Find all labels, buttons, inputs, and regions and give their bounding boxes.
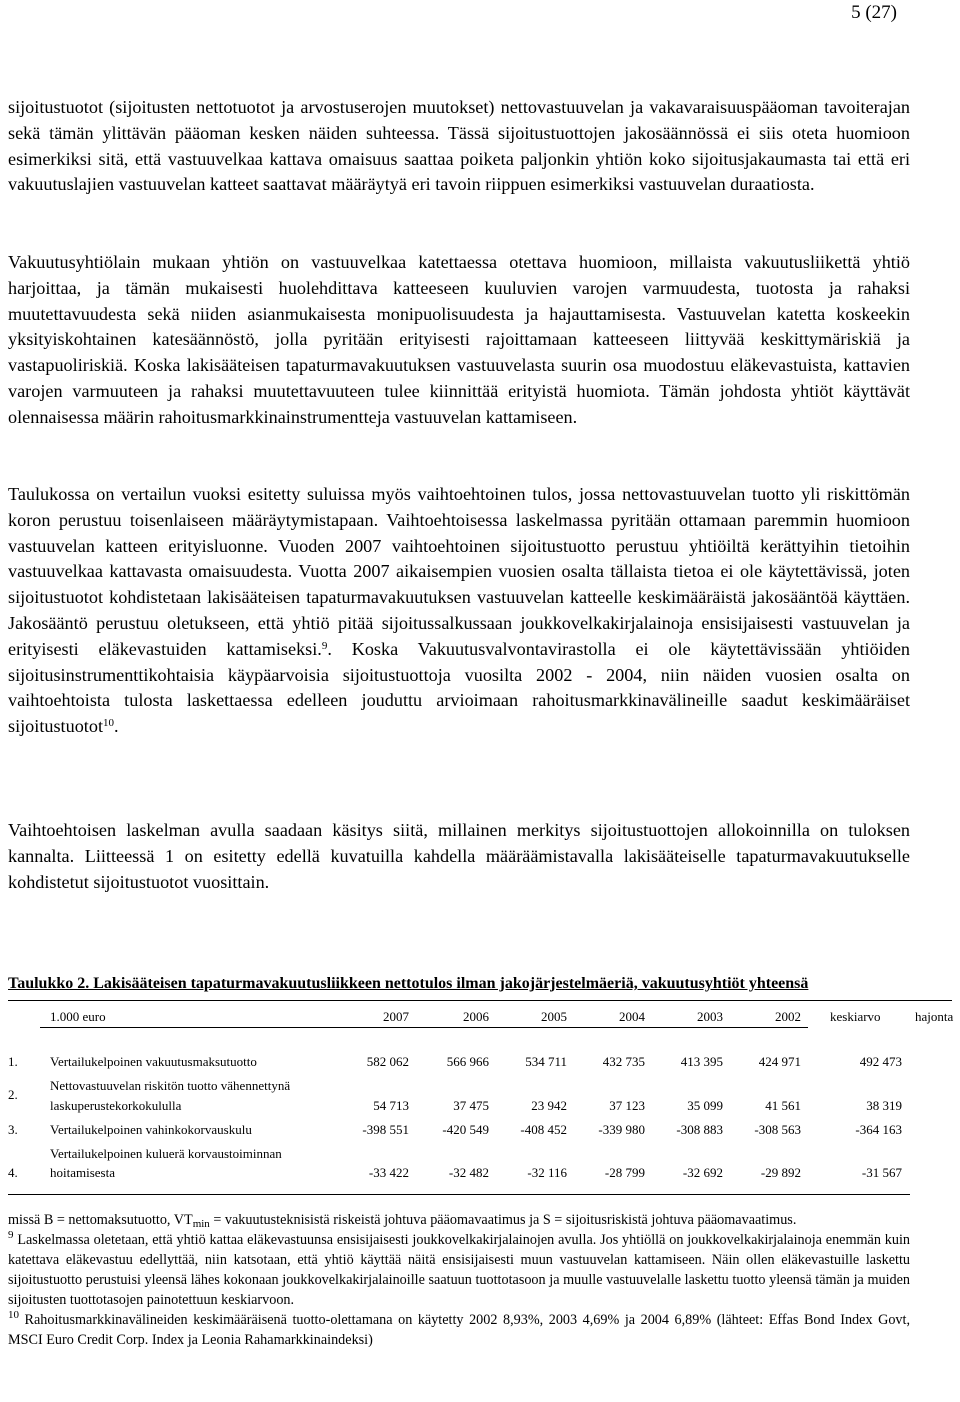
table-cell: -420 549 (442, 1122, 489, 1137)
footnote-text: Rahoitusmarkkinavälineiden keskimääräisenä tuotto-olettamana on käytetty 2002 8,93%, 2003 4,69% ja 2004 6,89% (lähteet: Effas Bond Index Govt, MSCI Euro Credit Corp. Index ja Leonia Rahamarkkinaindeksi) (8, 1312, 910, 1348)
page-number: 5 (27) (851, 2, 897, 23)
table-cell: -33 422 (368, 1165, 409, 1180)
table-cell: 54 713 (373, 1098, 409, 1113)
table-cell: 41 561 (765, 1098, 801, 1113)
table-cell: 413 395 (680, 1054, 723, 1069)
formula-note (8, 1210, 910, 1230)
header-year: 2004 (619, 1009, 645, 1024)
paragraph-investment-income: sijoitustuotot (sijoitusten nettotuotot ja arvostuserojen muutokset) nettovastuuvelan ja vakavaraisuuspääoman tavoiterajan sekä tämän ylittävän pääoman kesken näiden suhteessa. Tässä sijoitustuottojen jakosäännössä ei siis oteta huomioon esimerkiksi sitä, että vastuuvelkaa kattava omaisuus saattaa poiketa paljonkin yhtiön koko sijoitusjakaumasta tai että eri vakuutuslajien vastuuvelan katteet saattavat määräytyä eri tavoin riippuen esimerkiksi vastuuvelan duraatiosta. (8, 97, 910, 195)
footnote-ref-9: 9 (321, 639, 328, 652)
row-number: 1. (8, 1054, 18, 1069)
table-cell: -32 116 (527, 1165, 567, 1180)
table-cell: -408 452 (520, 1122, 567, 1137)
footnotes (8, 1210, 910, 1350)
row-label-continued: laskuperustekorkokululla (50, 1098, 182, 1113)
header-year: 2005 (541, 1009, 567, 1024)
footnote-separator (8, 1194, 910, 1195)
header-underline (40, 1027, 808, 1028)
table-cell: 582 062 (366, 1054, 409, 1069)
header-year: 2003 (697, 1009, 723, 1024)
formula-text: = vakuutusteknisistä riskeistä johtuva pääomavaatimus ja S = sijoitusriskistä johtuva pääomavaatimus. (209, 1212, 797, 1228)
paragraph-text: . Koska Vakuutusvalvontavirastolla ei ole käytettävissään yhtiöiden sijoitusinstrumenttikohtaisia käypäarvoisia sijoitustuottoja vuosilta 2002 - 2004, niin näiden vuosien osalta on vaihtoehtoista tulosta laskettaessa edelleen jouduttu arvioimaan rahoitusmarkkinavälineille saadut keskimääräiset sijoitustuotot (8, 638, 910, 737)
footnote-number: 10 (8, 1309, 19, 1321)
header-year: 2006 (463, 1009, 489, 1024)
table-cell: 37 475 (453, 1098, 489, 1113)
table-cell: 534 711 (525, 1054, 567, 1069)
table-cell: -32 482 (448, 1165, 489, 1180)
header-year: 2007 (383, 1009, 409, 1024)
paragraph-alternative-result (8, 482, 910, 740)
header-deviation: hajonta (915, 1009, 954, 1024)
row-label: Vertailukelpoinen kuluerä korvaustoiminnan (50, 1146, 282, 1161)
table-cell: -398 551 (362, 1122, 409, 1137)
table-cell: 23 942 (531, 1098, 567, 1113)
table-caption: Taulukko 2. Lakisääteisen tapaturmavakuutusliikkeen nettotulos ilman jakojärjestelmäeriä, vakuutusyhtiöt yhteensä (8, 975, 809, 992)
row-number: 3. (8, 1122, 18, 1137)
table-cell: 424 971 (758, 1054, 801, 1069)
table-cell: 492 473 (859, 1054, 902, 1069)
header-unit: 1.000 euro (50, 1009, 106, 1024)
row-label-continued: hoitamisesta (50, 1165, 115, 1180)
row-label: Vertailukelpoinen vakuutusmaksutuotto (50, 1054, 257, 1069)
row-label: Vertailukelpoinen vahinkokorvauskulu (50, 1122, 252, 1137)
row-number: 4. (8, 1165, 18, 1180)
paragraph-text: Taulukossa on vertailun vuoksi esitetty suluissa myös vaihtoehtoinen tulos, jossa nettovastuuvelan tuotto yli riskittömän koron perustuu toisenlaiseen määräytymistapaan. Vaihtoehtoisessa laskelmassa pyritään ottamaan paremmin huomioon vastuuvelan katteen erityisluonne. Vuoden 2007 vaihtoehtoinen sijoitustuotto perustuu yhtiöiltä kerättyihin tietoihin vastuuvelkaa kattavasta omaisuudesta. Vuotta 2007 aikaisempien vuosien osalta tällaista tietoa ei ole käytettävissä, joten sijoitustuotot kohdistetaan lakisääteisen tapaturmavakuutuksen vastuuvelan katteelle keskimääräistä jakosääntöä käyttäen. Jakosääntö perustuu oletukseen, että yhtiö pitää sijoitussalkussaan joukkovelkakirjalainoja ensisijaisesti vastuuvelan ja erityisesti eläkevastuiden kattamiseksi. (8, 484, 910, 659)
header-average: keskiarvo (830, 1009, 881, 1024)
row-label: Nettovastuuvelan riskitön tuotto vähennettynä (50, 1078, 291, 1093)
table-cell: 38 319 (866, 1098, 902, 1113)
table-cell: -308 883 (676, 1122, 723, 1137)
table-cell: 566 966 (446, 1054, 489, 1069)
table-cell: 37 123 (609, 1098, 645, 1113)
table-top-rule (8, 1000, 952, 1001)
paragraph-allocation: Vaihtoehtoisen laskelman avulla saadaan käsitys siitä, millainen merkitys sijoitustuottojen allokoinnilla on tuloksen kannalta. Liitteessä 1 on esitetty edellä kuvatuilla kahdella määräämistavalla lakisääteiselle tapaturmavakuutukselle kohdistetut sijoitustuotot vuosittain. (8, 820, 910, 892)
footnote-text: Laskelmassa oletetaan, että yhtiö kattaa eläkevastuunsa ensisijaisesti joukkovelkakirjalainojen avulla. Jos yhtiöllä on joukkovelkakirjalainoja enemmän kuin katettava eläkevastuu edellyttää, niin katsotaan, että yhtiö käyttää näitä ensisijaisesti muun vastuuvelan kattamiseen. Näin ollen eläkevastuille laskettu sijoitustuotto perustuisi yleensä lähes kokonaan joukkovelkakirjalainoille saatuun tuottotasoon ja muulle vastuuvelalle laskettu tuotto yleensä tämän ja muiden sijoitusten tuottotasojen painotettuun keskiarvoon. (8, 1232, 910, 1308)
table-cell: -308 563 (754, 1122, 801, 1137)
result-table (0, 1000, 960, 1200)
formula-text: missä B = nettomaksutuotto, VT (8, 1212, 193, 1228)
footnote-ref-10: 10 (103, 717, 114, 730)
footnote-9 (8, 1230, 910, 1310)
formula-subscript: min (192, 1218, 210, 1230)
paragraph-text: . (114, 716, 119, 737)
table-cell: -31 567 (861, 1165, 902, 1180)
paragraph-insurance-law: Vakuutusyhtiölain mukaan yhtiön on vastuuvelkaa katettaessa otettava huomioon, millaista vakuutusliikettä yhtiö harjoittaa, ja tämän mukaisesti huolehdittava katteeseen kuuluvien varojen varmuudesta, tuotosta ja rahaksi muutettavuudesta sekä niiden asianmukaisesta monipuolisuudesta ja hajauttamisesta. Vastuuvelan katetta koskeekin yksityiskohtainen katesäännöstö, jolla pyritään erityisesti rajoittamaan katteeseen liittyvää keskittymäriskiä ja vastapuoliriskiä. Koska lakisääteisen tapaturmavakuutuksen vastuuvelasta suurin osa muodostuu eläkevastuista, kattavien varojen varmuuteen ja rahaksi muutettavuuteen tulee kiinnittää erityistä huomiota. Tämän johdosta yhtiöt käyttävät olennaisessa määrin rahoitusmarkkinainstrumentteja vastuuvelan kattamiseen. (8, 252, 910, 427)
footnote-number: 9 (8, 1229, 14, 1241)
row-number: 2. (8, 1087, 18, 1102)
header-year: 2002 (775, 1009, 801, 1024)
table-cell: -339 980 (598, 1122, 645, 1137)
table-cell: 35 099 (687, 1098, 723, 1113)
table-cell: -32 692 (682, 1165, 723, 1180)
table-cell: 432 735 (602, 1054, 645, 1069)
table-cell: -28 799 (604, 1165, 645, 1180)
footnote-10 (8, 1310, 910, 1350)
table-cell: -29 892 (760, 1165, 801, 1180)
table-cell: -364 163 (855, 1122, 902, 1137)
